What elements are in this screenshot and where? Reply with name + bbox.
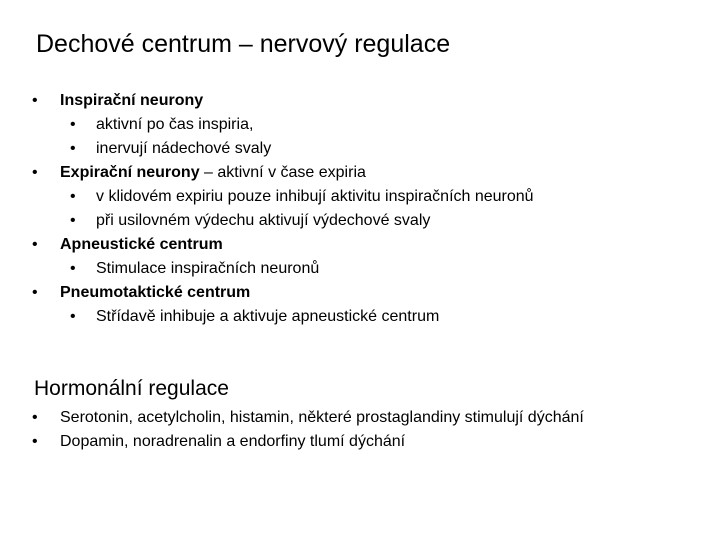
item-strong-text: Apneustické centrum	[60, 236, 223, 253]
list-item	[0, 430, 584, 454]
item-text: aktivní po čas inspiria,	[96, 116, 254, 133]
hormonal-regulation-list	[0, 406, 584, 454]
item-text: v klidovém expiriu pouze inhibují aktivitu inspiračních neuronů	[96, 188, 534, 205]
bullet-icon: •	[70, 116, 76, 133]
list-item	[0, 406, 584, 430]
list-item	[0, 161, 534, 185]
slide-title: Dechové centrum – nervový regulace	[36, 30, 451, 58]
bullet-icon: •	[70, 188, 76, 205]
nervous-regulation-list	[0, 89, 534, 329]
bullet-icon: •	[32, 284, 38, 301]
list-item	[0, 281, 534, 305]
list-item	[0, 89, 534, 113]
list-item	[0, 209, 534, 233]
list-item	[0, 305, 534, 329]
item-text: Střídavě inhibuje a aktivuje apneustické centrum	[96, 308, 440, 325]
bullet-icon: •	[32, 409, 38, 426]
list-item	[0, 137, 534, 161]
hormonal-regulation-heading: Hormonální regulace	[34, 377, 229, 400]
bullet-icon: •	[32, 164, 38, 181]
bullet-icon: •	[70, 308, 76, 325]
bullet-icon: •	[32, 92, 38, 109]
item-strong-text: Expirační neurony	[60, 164, 200, 181]
item-strong-text: Pneumotaktické centrum	[60, 284, 251, 301]
bullet-icon: •	[70, 260, 76, 277]
bullet-icon: •	[70, 212, 76, 229]
list-item	[0, 185, 534, 209]
list-item	[0, 113, 534, 137]
bullet-icon: •	[32, 236, 38, 253]
item-text: inervují nádechové svaly	[96, 140, 272, 157]
item-strong-text: Inspirační neurony	[60, 92, 204, 109]
item-text: při usilovném výdechu aktivují výdechové svaly	[96, 212, 431, 229]
bullet-icon: •	[32, 433, 38, 450]
item-text: – aktivní v čase expiria	[199, 164, 366, 181]
item-text: Stimulace inspiračních neuronů	[96, 260, 320, 277]
item-text: Dopamin, noradrenalin a endorfiny tlumí dýchání	[60, 433, 406, 450]
item-text: Serotonin, acetylcholin, histamin, některé prostaglandiny stimulují dýchání	[60, 409, 584, 426]
list-item	[0, 257, 534, 281]
bullet-icon: •	[70, 140, 76, 157]
list-item	[0, 233, 534, 257]
